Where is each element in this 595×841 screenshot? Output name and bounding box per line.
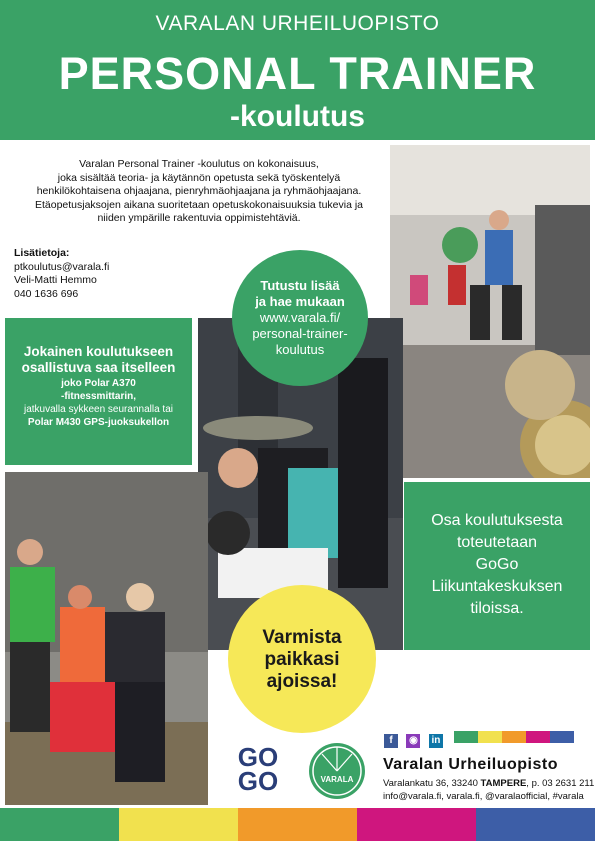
mini-bar-green <box>454 731 478 743</box>
intro-line: henkilökohtaisena ohjaajana, pienryhmäohjaajana ja ryhmäohjaajana. <box>36 185 362 197</box>
contact-name: Veli-Matti Hemmo <box>14 274 97 286</box>
mini-bar-orange <box>502 731 526 743</box>
intro-line: Etäopetusjaksojen aikana suoritetaan opetuskokonaisuuksia tukevia ja <box>34 198 364 211</box>
reserve-line: Varmista <box>262 627 342 648</box>
contact-phone[interactable]: 040 1636 696 <box>14 287 79 300</box>
mini-color-bar <box>454 731 574 743</box>
footer-org: Varalan Urheiluopisto <box>383 756 558 773</box>
info-circle-link[interactable]: koulutus <box>275 342 325 357</box>
polar-line: jatkuvalla sykkeen seurannalla tai <box>24 404 173 415</box>
contact-info <box>14 247 174 301</box>
footer-online[interactable]: info@varala.fi, varala.fi, @varalaofficial, #varala <box>383 791 584 802</box>
reserve-line: paikkasi <box>264 649 340 670</box>
outdoor-photo <box>5 472 208 805</box>
varala-badge-icon <box>308 742 366 800</box>
bottom-bar-blue <box>476 808 595 841</box>
footer-address <box>383 778 594 789</box>
address-phone: , p. 03 2631 211 <box>526 778 595 789</box>
polar-heading: osallistuva saa itselleen <box>21 360 176 375</box>
polar-line: joko Polar A370 <box>61 378 136 389</box>
intro-text <box>12 158 386 226</box>
info-circle-link[interactable]: personal-trainer- <box>252 326 348 341</box>
gogo-logo <box>228 742 288 796</box>
org-name: VARALAN URHEILUOPISTO <box>155 12 440 35</box>
varala-logo <box>308 742 366 800</box>
polar-heading: Jokainen koulutukseen <box>23 344 174 359</box>
gym-photo <box>390 145 590 478</box>
outdoor-photo-illustration <box>5 472 208 805</box>
polar-line: -fitnessmittarin, <box>60 391 136 402</box>
bottom-bar-magenta <box>357 808 476 841</box>
polar-info-box <box>5 318 192 465</box>
mini-bar-blue <box>550 731 574 743</box>
intro-line: Varalan Personal Trainer -koulutus on kokonaisuus, <box>79 158 319 170</box>
reserve-circle <box>228 585 376 733</box>
page-subtitle: -koulutus <box>230 100 365 133</box>
info-circle-line: ja hae mukaan <box>255 294 345 309</box>
gogo-box-line: Osa koulutuksesta <box>431 512 563 529</box>
varala-badge-text: VARALA <box>320 775 354 784</box>
gogo-logo-top: GO <box>237 742 279 772</box>
mini-bar-magenta <box>526 731 550 743</box>
gogo-box-line: Liikuntakeskuksen <box>431 578 563 595</box>
info-circle <box>232 250 368 386</box>
bottom-bar-yellow <box>119 808 238 841</box>
social-icons <box>384 730 447 748</box>
gogo-box-line: toteutetaan <box>456 534 538 551</box>
intro-line: niiden ympärille rakentuvia oppimistehtäviä. <box>97 212 301 224</box>
contact-heading: Lisätietoja: <box>14 247 70 259</box>
reserve-line: ajoissa! <box>266 671 338 692</box>
facebook-icon[interactable]: f <box>384 734 398 748</box>
mini-bar-yellow <box>478 731 502 743</box>
address-street: Varalankatu 36, 33240 <box>383 778 478 789</box>
page-title: PERSONAL TRAINER <box>58 48 537 99</box>
bottom-bar-green <box>0 808 119 841</box>
linkedin-icon[interactable]: in <box>429 734 443 748</box>
intro-line: joka sisältää teoria- ja käytännön opetusta sekä työskentelyä <box>57 171 341 184</box>
info-circle-line: Tutustu lisää <box>260 278 340 293</box>
bottom-bar-orange <box>238 808 357 841</box>
gogo-info-box <box>404 482 590 650</box>
polar-line: Polar M430 GPS-juoksukellon <box>27 417 170 428</box>
info-circle-link[interactable]: www.varala.fi/ <box>259 310 341 325</box>
gogo-logo-bottom: GO <box>237 766 279 796</box>
gym-photo-illustration <box>390 145 590 478</box>
contact-email[interactable]: ptkoulutus@varala.fi <box>14 260 110 273</box>
gogo-box-line: GoGo <box>475 556 519 573</box>
bottom-color-bar <box>0 808 595 841</box>
address-city: TAMPERE <box>480 778 527 789</box>
gogo-box-line: tiloissa. <box>470 600 524 617</box>
instagram-icon[interactable]: ◉ <box>406 734 420 748</box>
